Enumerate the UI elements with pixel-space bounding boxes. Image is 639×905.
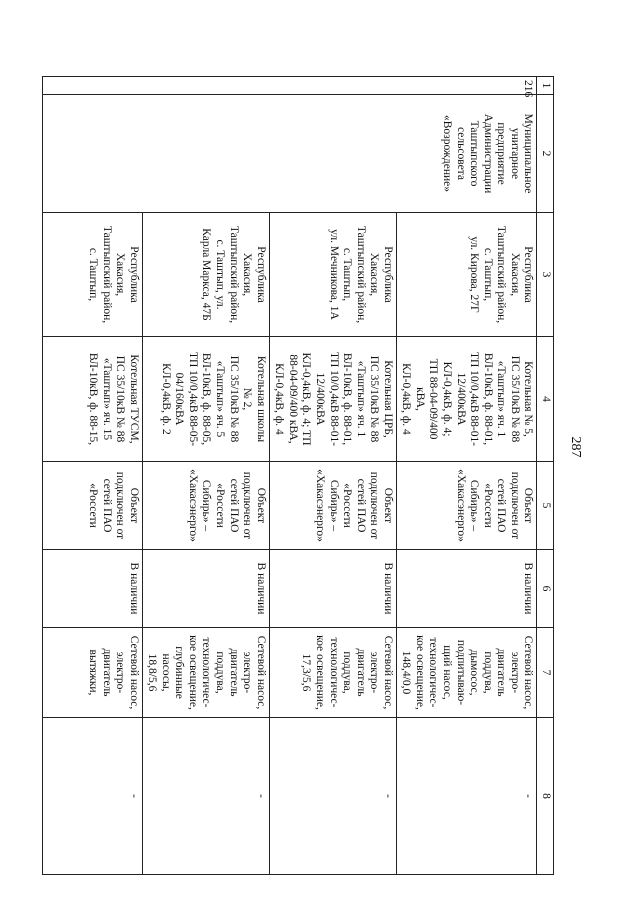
header-cell: 6 [537,550,554,628]
page-number: 287 [568,436,583,458]
connection-cell: Объект подключен от сетей ПАО «Россети [42,462,142,550]
address-cell: Республика Хакасия, Таштыпский район, с. Таштып, ул. Карла Маркса, 47Б [142,213,269,337]
equipment-cell: Сетевой насос, электро- двигатель вытяжки, [42,628,142,718]
object-cell: Котельная ЦРБ, ПС 35/10кВ № 88 «Таштып» яч. 1 ВЛ-10кВ, ф. 88-01, ТП 10/0,4кВ 88-01- 12/400кВА КЛ-0,4кВ, ф. 4; ТП 88-04-09/400 кВА, КЛ-0,4кВ, ф. 4 [269,337,396,462]
equipment-cell: Сетевой насос, электро- двигатель поддува, технологичес- кое освещение, глубинные насосы, 18,8/5,6 [142,628,269,718]
header-cell: 1 [537,77,554,95]
row-number-cell: 216 [42,77,537,95]
address-cell: Республика Хакасия, Таштыпский район, с. Таштып, ул. Мечникова, 1А [269,213,396,337]
table-region [87,76,554,874]
connection-cell: Объект подключен от сетей ПАО «Россети Сибирь» – «Хакасэнерго» [269,462,396,550]
header-cell: 4 [537,337,554,462]
availability-cell: В наличии [269,550,396,628]
col8-cell: - [269,718,396,875]
address-cell: Республика Хакасия, Таштыпский район, с. Таштып, ул. Кирова, 27Г [396,213,537,337]
header-row [537,77,554,875]
col8-cell: - [396,718,537,875]
header-cell: 7 [537,628,554,718]
equipment-cell: Сетевой насос, электро- двигатель поддува, дымосос, подпитываю- щий насос, технологичес- кое освещение, 148,4/0,0 [396,628,537,718]
connection-cell: Объект подключен от сетей ПАО «Россети Сибирь» – «Хакасэнерго» [142,462,269,550]
object-cell: Котельная ТУСМ, ПС 35/10кВ № 88 «Таштып» яч. 15 ВЛ-10кВ, ф. 88-15, [42,337,142,462]
document-table [42,76,554,875]
object-cell: Котельная школы № 2, ПС 35/10кВ № 88 «Таштып» яч. 5 ВЛ-10кВ, ф. 88-05, ТП 10/0,4кВ 88-05- 04/160кВА КЛ-0,4кВ, ф. 2 [142,337,269,462]
equipment-cell: Сетевой насос, электро- двигатель поддува, технологичес- кое освещение, 17,3/5,6 [269,628,396,718]
availability-cell: В наличии [42,550,142,628]
object-cell: Котельная № 5, ПС 35/10кВ № 88 «Таштып» яч. 1 ВЛ-10кВ, ф. 88-01, ТП 10/0,4кВ 88-01- 12/400кВА КЛ-0,4кВ, ф. 4; ТП 88-04-09/400 кВА, КЛ-0,4кВ, ф. 4 [396,337,537,462]
col8-cell: - [142,718,269,875]
table-row [396,77,537,875]
header-cell: 5 [537,462,554,550]
header-cell: 2 [537,95,554,213]
address-cell: Республика Хакасия, Таштыпский район, с. Таштып, [42,213,142,337]
connection-cell: Объект подключен от сетей ПАО «Россети Сибирь» – «Хакасэнерго» [396,462,537,550]
header-cell: 8 [537,718,554,875]
owner-cell: Муниципальное унитарное предприятие Администрации Таштыпского сельсовета «Возрождение» [42,95,537,213]
rotated-table-container [87,76,554,874]
availability-cell: В наличии [142,550,269,628]
availability-cell: В наличии [396,550,537,628]
col8-cell: - [42,718,142,875]
header-cell: 3 [537,213,554,337]
